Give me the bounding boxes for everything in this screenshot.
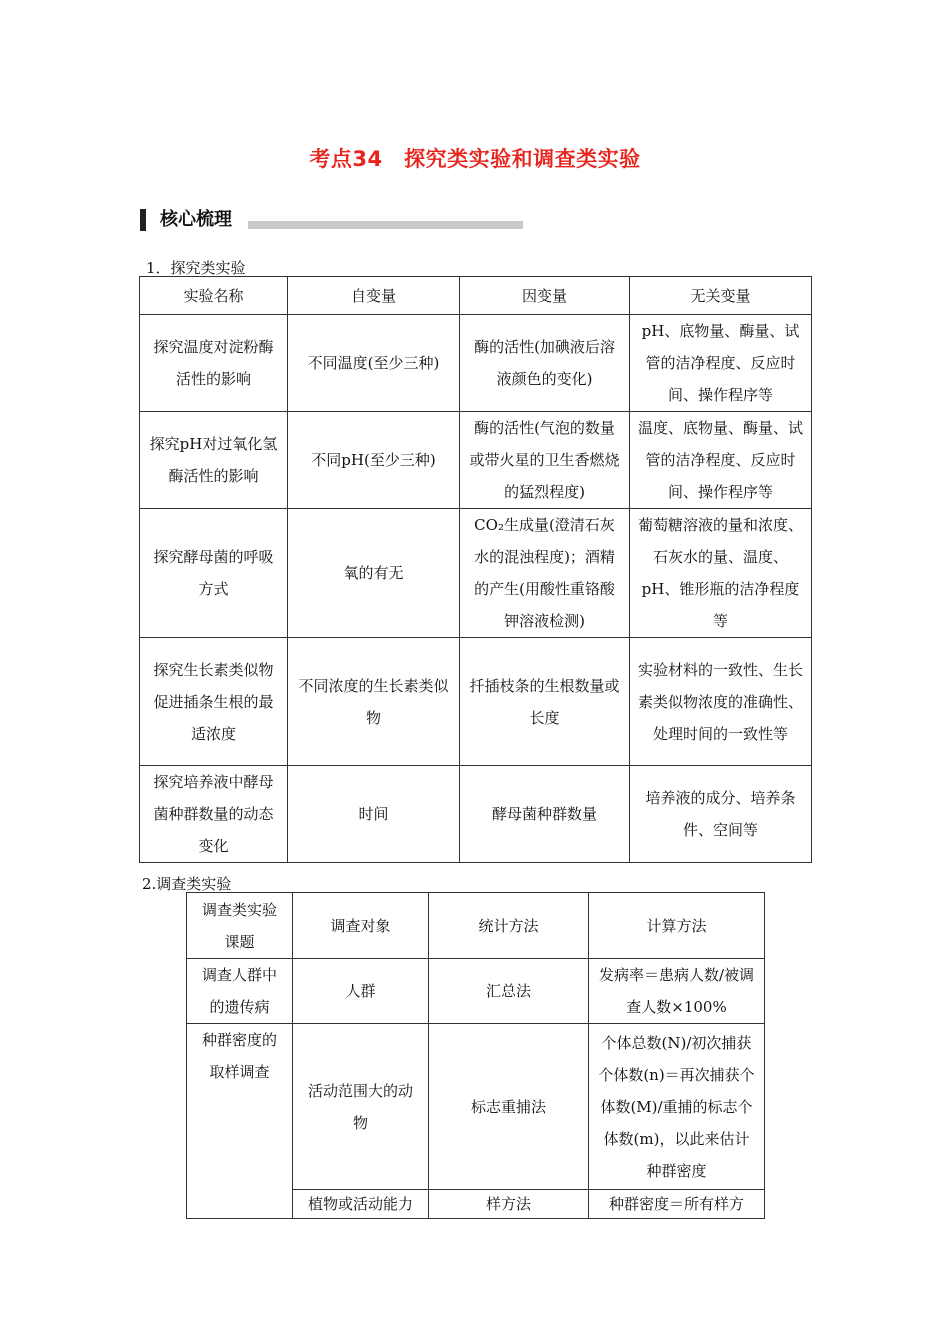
table-cell: 时间 bbox=[288, 766, 460, 863]
table-cell: 种群密度的取样调查 bbox=[187, 1024, 293, 1219]
table-cell: 植物或活动能力 bbox=[293, 1190, 429, 1219]
table-cell: 样方法 bbox=[429, 1190, 589, 1219]
header-cell: 计算方法 bbox=[589, 893, 765, 959]
table-cell: 探究培养液中酵母菌种群数量的动态变化 bbox=[140, 766, 288, 863]
survey-experiments-table bbox=[186, 892, 765, 1219]
header-cell: 自变量 bbox=[288, 277, 460, 315]
table-row bbox=[140, 315, 812, 412]
table-cell: 个体总数(N)/初次捕获个体数(n)＝再次捕获个体数(M)/重捕的标志个体数(m)，以此来估计种群密度 bbox=[589, 1024, 765, 1190]
header-cell: 实验名称 bbox=[140, 277, 288, 315]
exploration-experiments-table bbox=[139, 276, 812, 863]
table-cell: 不同pH(至少三种) bbox=[288, 412, 460, 509]
table-cell: 扦插枝条的生根数量或长度 bbox=[460, 638, 630, 766]
table-cell: 调查人群中的遗传病 bbox=[187, 959, 293, 1024]
table-cell: 活动范围大的动物 bbox=[293, 1024, 429, 1190]
header-cell: 无关变量 bbox=[630, 277, 812, 315]
section-rule bbox=[248, 221, 523, 229]
table-cell: pH、底物量、酶量、试管的洁净程度、反应时间、操作程序等 bbox=[630, 315, 812, 412]
header-cell: 调查类实验课题 bbox=[187, 893, 293, 959]
table-cell: 不同温度(至少三种) bbox=[288, 315, 460, 412]
table-cell: 酶的活性(气泡的数量或带火星的卫生香燃烧的猛烈程度) bbox=[460, 412, 630, 509]
section-heading-label: 核心梳理 bbox=[160, 209, 232, 230]
part2-heading: 2.调查类实验 bbox=[142, 875, 232, 893]
header-cell: 调查对象 bbox=[293, 893, 429, 959]
table-cell: 探究生长素类似物促进插条生根的最适浓度 bbox=[140, 638, 288, 766]
table-cell: 酶的活性(加碘液后溶液颜色的变化) bbox=[460, 315, 630, 412]
table-cell: CO₂生成量(澄清石灰水的混浊程度)；酒精的产生(用酸性重铬酸钾溶液检测) bbox=[460, 509, 630, 638]
table-cell: 不同浓度的生长素类似物 bbox=[288, 638, 460, 766]
table-cell: 实验材料的一致性、生长素类似物浓度的准确性、处理时间的一致性等 bbox=[630, 638, 812, 766]
section-marker bbox=[140, 209, 146, 231]
table-row bbox=[187, 1024, 765, 1190]
header-cell: 因变量 bbox=[460, 277, 630, 315]
table-header-row bbox=[187, 893, 765, 959]
table-cell: 标志重捕法 bbox=[429, 1024, 589, 1190]
table-cell: 酵母菌种群数量 bbox=[460, 766, 630, 863]
section-heading bbox=[140, 208, 530, 234]
table-cell: 探究温度对淀粉酶活性的影响 bbox=[140, 315, 288, 412]
table-row bbox=[187, 959, 765, 1024]
table-cell: 发病率＝患病人数/被调查人数×100% bbox=[589, 959, 765, 1024]
table-cell: 葡萄糖溶液的量和浓度、石灰水的量、温度、pH、锥形瓶的洁净程度等 bbox=[630, 509, 812, 638]
header-cell: 统计方法 bbox=[429, 893, 589, 959]
table-row bbox=[140, 509, 812, 638]
table-cell: 种群密度＝所有样方 bbox=[589, 1190, 765, 1219]
table-header-row bbox=[140, 277, 812, 315]
table-cell: 氧的有无 bbox=[288, 509, 460, 638]
table-row bbox=[140, 638, 812, 766]
table-cell: 汇总法 bbox=[429, 959, 589, 1024]
table-row bbox=[140, 766, 812, 863]
table-cell: 培养液的成分、培养条件、空间等 bbox=[630, 766, 812, 863]
table-cell: 人群 bbox=[293, 959, 429, 1024]
table-cell: 温度、底物量、酶量、试管的洁净程度、反应时间、操作程序等 bbox=[630, 412, 812, 509]
table-cell: 探究酵母菌的呼吸方式 bbox=[140, 509, 288, 638]
table-cell: 探究pH对过氧化氢酶活性的影响 bbox=[140, 412, 288, 509]
table-row bbox=[140, 412, 812, 509]
page-title: 考点34 探究类实验和调查类实验 bbox=[309, 147, 641, 171]
part1-heading: 1．探究类实验 bbox=[146, 259, 246, 277]
